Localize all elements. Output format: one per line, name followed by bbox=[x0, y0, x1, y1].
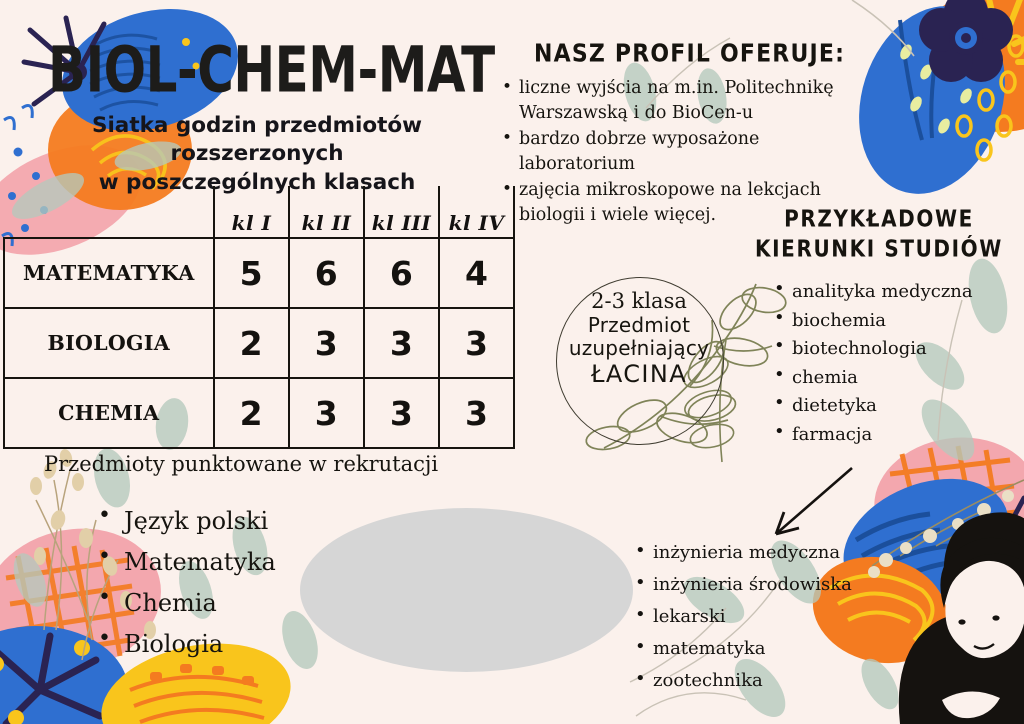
table-row-label: CHEMIA bbox=[58, 401, 160, 425]
recruitment-heading: Przedmioty punktowane w rekrutacji bbox=[44, 452, 439, 476]
table-row bbox=[5, 239, 513, 309]
list-item: • zootechnika bbox=[633, 664, 913, 696]
fields-heading-line-2: KIERUNKI STUDIÓW bbox=[755, 234, 1003, 262]
table-row-label: BIOLOGIA bbox=[47, 331, 170, 355]
list-item: • biotechnologia bbox=[772, 335, 1012, 364]
list-item: • bardzo dobrze wyposażone laboratorium bbox=[500, 127, 870, 177]
page-subtitle bbox=[18, 112, 496, 197]
table-cell: 2 bbox=[213, 309, 288, 377]
table-cell: 3 bbox=[363, 379, 438, 447]
list-item: • farmacja bbox=[772, 421, 1012, 450]
table-cell: 3 bbox=[288, 379, 363, 447]
table-cell: 3 bbox=[288, 309, 363, 377]
fields-heading bbox=[748, 205, 1010, 263]
list-item: • inżynieria medyczna bbox=[633, 536, 913, 568]
list-item: • inżynieria środowiska bbox=[633, 568, 913, 600]
table-col-header: kl II bbox=[288, 186, 363, 237]
table-row bbox=[5, 309, 513, 379]
table-cell: 3 bbox=[438, 309, 513, 377]
table-row bbox=[5, 379, 513, 447]
list-item: • zajęcia mikroskopowe na lekcjach biologii i wiele więcej. bbox=[500, 178, 870, 228]
list-item: • Matematyka bbox=[98, 541, 368, 582]
list-item: • Język polski bbox=[98, 500, 368, 541]
latin-line-2: Przedmiot bbox=[587, 312, 691, 337]
subtitle-line-1: Siatka godzin przedmiotów rozszerzonych bbox=[91, 113, 423, 167]
list-item: • chemia bbox=[772, 364, 1012, 393]
table-col-header: kl I bbox=[213, 186, 288, 237]
list-item: • Biologia bbox=[98, 623, 368, 664]
table-cell: 6 bbox=[363, 239, 438, 307]
table-col-header: kl III bbox=[363, 186, 438, 237]
latin-line-3: uzupełniający bbox=[568, 336, 710, 361]
list-item: • lekarski bbox=[633, 600, 913, 632]
list-item: • analityka medyczna bbox=[772, 278, 1012, 307]
table-body bbox=[3, 237, 515, 449]
list-item: • biochemia bbox=[772, 307, 1012, 336]
offer-heading: NASZ PROFIL OFERUJE: bbox=[534, 40, 846, 68]
fields-list-continued bbox=[633, 536, 913, 696]
page-title: BIOL-CHEM-MAT bbox=[48, 34, 495, 108]
table-cell: 2 bbox=[213, 379, 288, 447]
fields-list bbox=[772, 278, 1012, 449]
fields-heading-line-1: PRZYKŁADOWE bbox=[784, 205, 974, 233]
list-item: • Chemia bbox=[98, 582, 368, 623]
subtitle-line-2: w poszczególnych klasach bbox=[98, 169, 416, 195]
list-item: • dietetyka bbox=[772, 392, 1012, 421]
list-item: • matematyka bbox=[633, 632, 913, 664]
table-cell: 3 bbox=[363, 309, 438, 377]
latin-line-1: 2-3 klasa bbox=[591, 289, 687, 313]
table-col-header: kl IV bbox=[438, 186, 515, 237]
list-item: • liczne wyjścia na m.in. Politechnikę Warszawską i do BioCen-u bbox=[500, 76, 870, 126]
table-cell: 5 bbox=[213, 239, 288, 307]
table-header-row bbox=[213, 186, 515, 237]
latin-line-4: ŁACINA bbox=[590, 359, 688, 388]
table-cell: 4 bbox=[438, 239, 513, 307]
patronage-badge bbox=[300, 508, 633, 672]
table-row-label: MATEMATYKA bbox=[22, 261, 195, 285]
table-cell: 3 bbox=[438, 379, 513, 447]
table-cell: 6 bbox=[288, 239, 363, 307]
hours-table bbox=[3, 186, 515, 444]
latin-badge-text bbox=[548, 290, 730, 387]
